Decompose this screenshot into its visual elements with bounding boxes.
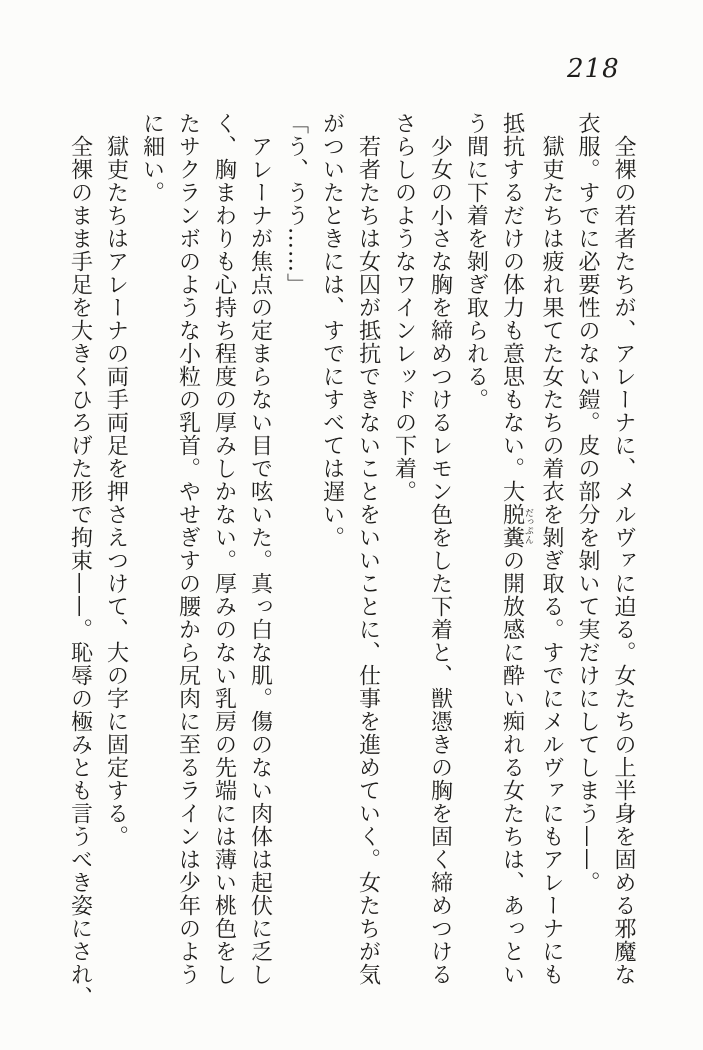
text-line: 全裸の若者たちが、アレーナに、メルヴァに迫る。女たちの上半身を固める邪魔な [611,135,636,986]
text-block [62,112,642,1009]
text-line: 獄吏たちは疲れ果てた女たちの着衣を剝ぎ取る。すでにメルヴァにもアレーナにも [539,135,564,986]
text-line: 全裸のまま手足を大きくひろげた形で拘束——。恥辱の極みとも言うべき姿にされ、 [67,135,93,1009]
text-line: 抵抗するだけの体力も意思もない。大脱糞だっぷんの開放感に酔い痴れる女たちは、あっとい [499,112,533,986]
page-number: 218 [567,54,620,84]
furigana-text: だっぷん [523,503,533,549]
text-line: たサクランボのような小粒の乳首。やせぎすの腰から尻肉に至るラインは少年のよう [175,112,201,986]
furigana-ruby: 脱糞だっぷん [499,503,533,549]
text-line: う間に下着を剝ぎ取られる。 [463,112,489,411]
text-line: さらしのようなワインレッドの下着。 [391,112,417,503]
text-line: 若者たちは女囚が抵抗できないことをいいことに、仕事を進めていく。女たちが気 [355,135,381,986]
text-line: く、胸まわりも心持ち程度の厚みしかない。厚みのない乳房の先端には薄い桃色をし [211,112,237,986]
text-line: 衣服。すでに必要性のない鎧。皮の部分を剝いて実だけにしてしまう——。 [575,112,600,894]
text-line: がついたときには、すでにすべては遅い。 [319,112,345,549]
text-line: 少女の小さな胸を締めつけるレモン色をした下着と、獣憑きの胸を固く締めつける [427,135,453,986]
text-line: 「う、うう……」 [283,112,309,296]
text-line: に細い。 [139,112,165,204]
text-line: 獄吏たちはアレーナの両手両足を押さえつけて、大の字に固定する。 [103,135,129,848]
text-line: アレーナが焦点の定まらない目で呟いた。真っ白な肌。傷のない肉体は起伏に乏し [247,135,273,986]
